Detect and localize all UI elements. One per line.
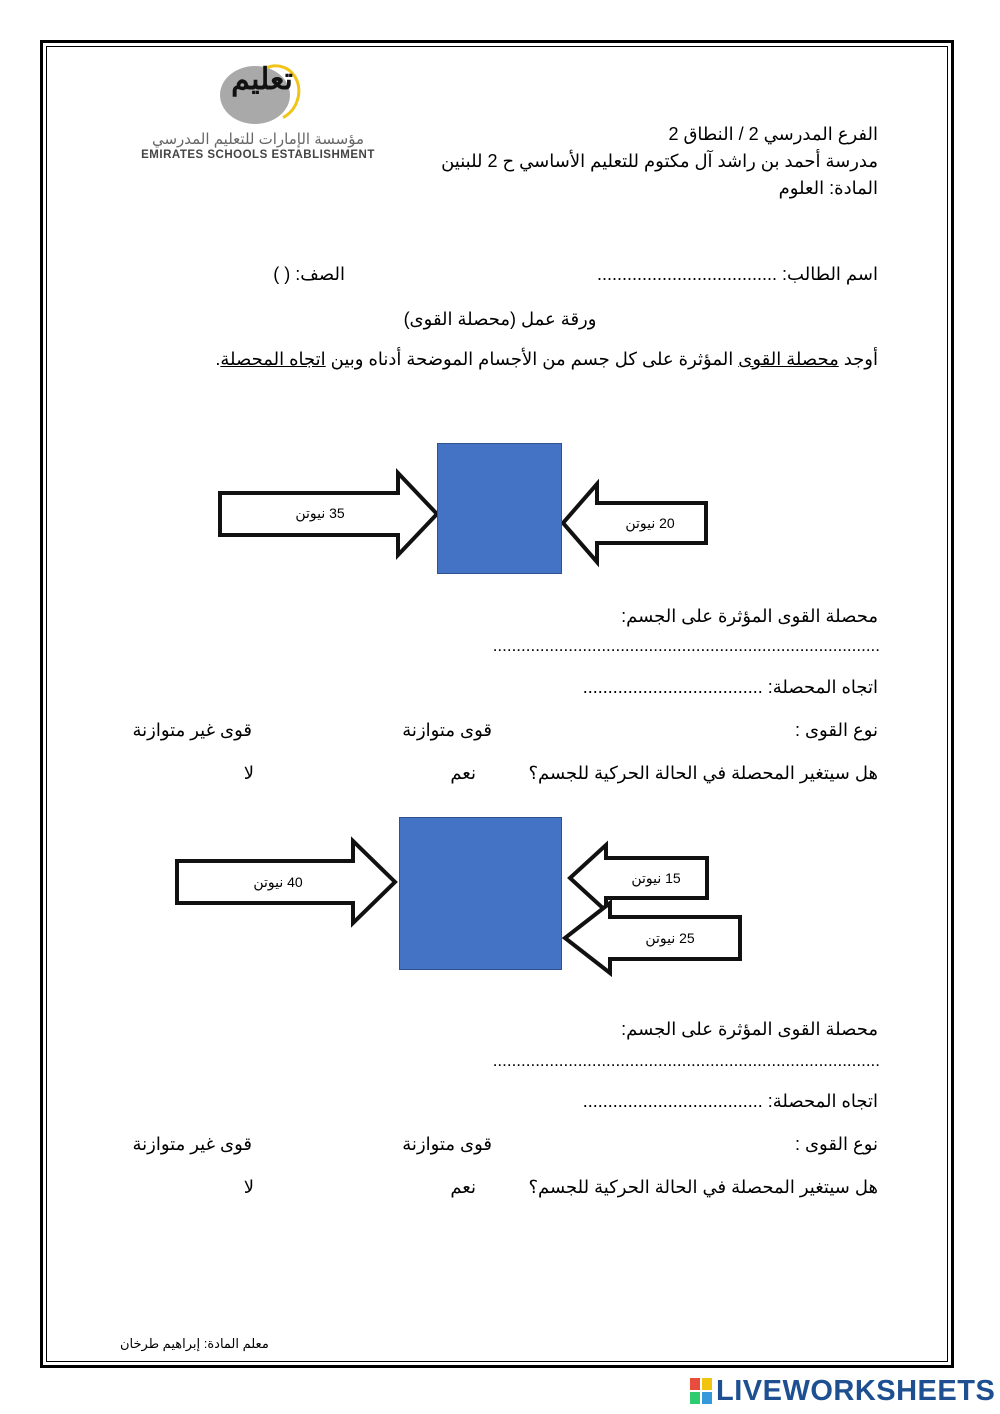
instruction-underlined-resultant: محصلة القوى xyxy=(738,349,839,369)
header-line-2: مدرسة أحمد بن راشد آل مكتوم للتعليم الأساسي ح 2 للبنين xyxy=(441,151,878,171)
resultant-label-1: محصلة القوى المؤثرة على الجسم: xyxy=(621,606,878,626)
direction-field-2[interactable]: اتجاه المحصلة: .................................... xyxy=(582,1091,878,1111)
option-unbalanced-2[interactable]: قوى غير متوازنة xyxy=(132,1134,252,1154)
liveworksheets-logo-icon xyxy=(690,1378,712,1404)
force-label-15: 15 نيوتن xyxy=(631,870,681,886)
option-balanced-1[interactable]: قوى متوازنة xyxy=(402,720,492,740)
option-no-2[interactable]: لا xyxy=(243,1177,254,1197)
liveworksheets-brand[interactable] xyxy=(690,1374,995,1408)
org-name-arabic: مؤسسة الإمارات للتعليم المدرسي xyxy=(151,131,365,148)
force-type-label-1: نوع القوى : xyxy=(794,720,878,740)
resultant-label-2: محصلة القوى المؤثرة على الجسم: xyxy=(621,1019,878,1039)
teacher-name: معلم المادة: إبراهيم طرخان xyxy=(120,1336,269,1351)
object-square-2 xyxy=(399,817,562,970)
direction-field-1[interactable]: اتجاه المحصلة: .................................... xyxy=(582,677,878,697)
liveworksheets-text: LIVEWORKSHEETS xyxy=(716,1374,996,1407)
class-field[interactable]: الصف: ( ) xyxy=(273,264,345,284)
option-no-1[interactable]: لا xyxy=(243,763,254,783)
option-balanced-2[interactable]: قوى متوازنة xyxy=(402,1134,492,1154)
worksheet-title: ورقة عمل (محصلة القوى) xyxy=(403,309,597,329)
instruction-part-3: . xyxy=(215,349,221,369)
option-unbalanced-1[interactable]: قوى غير متوازنة xyxy=(132,720,252,740)
resultant-answer-line-1[interactable]: .................................................................................. xyxy=(492,636,880,655)
header-line-1: الفرع المدرسي 2 / النطاق 2 xyxy=(668,124,878,144)
force-label-20: 20 نيوتن xyxy=(625,515,675,531)
header-line-3: المادة: العلوم xyxy=(778,178,878,198)
instruction-part-2: المؤثرة على كل جسم من الأجسام الموضحة أدناه وبين xyxy=(325,349,739,369)
option-yes-1[interactable]: نعم xyxy=(450,763,476,783)
motion-question-2: هل سيتغير المحصلة في الحالة الحركية للجسم؟ xyxy=(528,1177,878,1197)
force-label-35: 35 نيوتن xyxy=(295,505,345,521)
student-name-field[interactable]: اسم الطالب: .................................... xyxy=(597,264,878,284)
instruction-underlined-direction: اتجاه المحصلة xyxy=(220,349,326,369)
logo-word: تعليم xyxy=(231,62,293,97)
instruction-part-1: أوجد xyxy=(838,349,878,369)
org-name-english: EMIRATES SCHOOLS ESTABLISHMENT xyxy=(141,149,375,161)
motion-question-1: هل سيتغير المحصلة في الحالة الحركية للجسم؟ xyxy=(528,763,878,783)
option-yes-2[interactable]: نعم xyxy=(450,1177,476,1197)
force-type-label-2: نوع القوى : xyxy=(794,1134,878,1154)
resultant-answer-line-2[interactable]: .................................................................................. xyxy=(492,1051,880,1070)
force-label-25: 25 نيوتن xyxy=(645,930,695,946)
force-label-40: 40 نيوتن xyxy=(253,874,303,890)
